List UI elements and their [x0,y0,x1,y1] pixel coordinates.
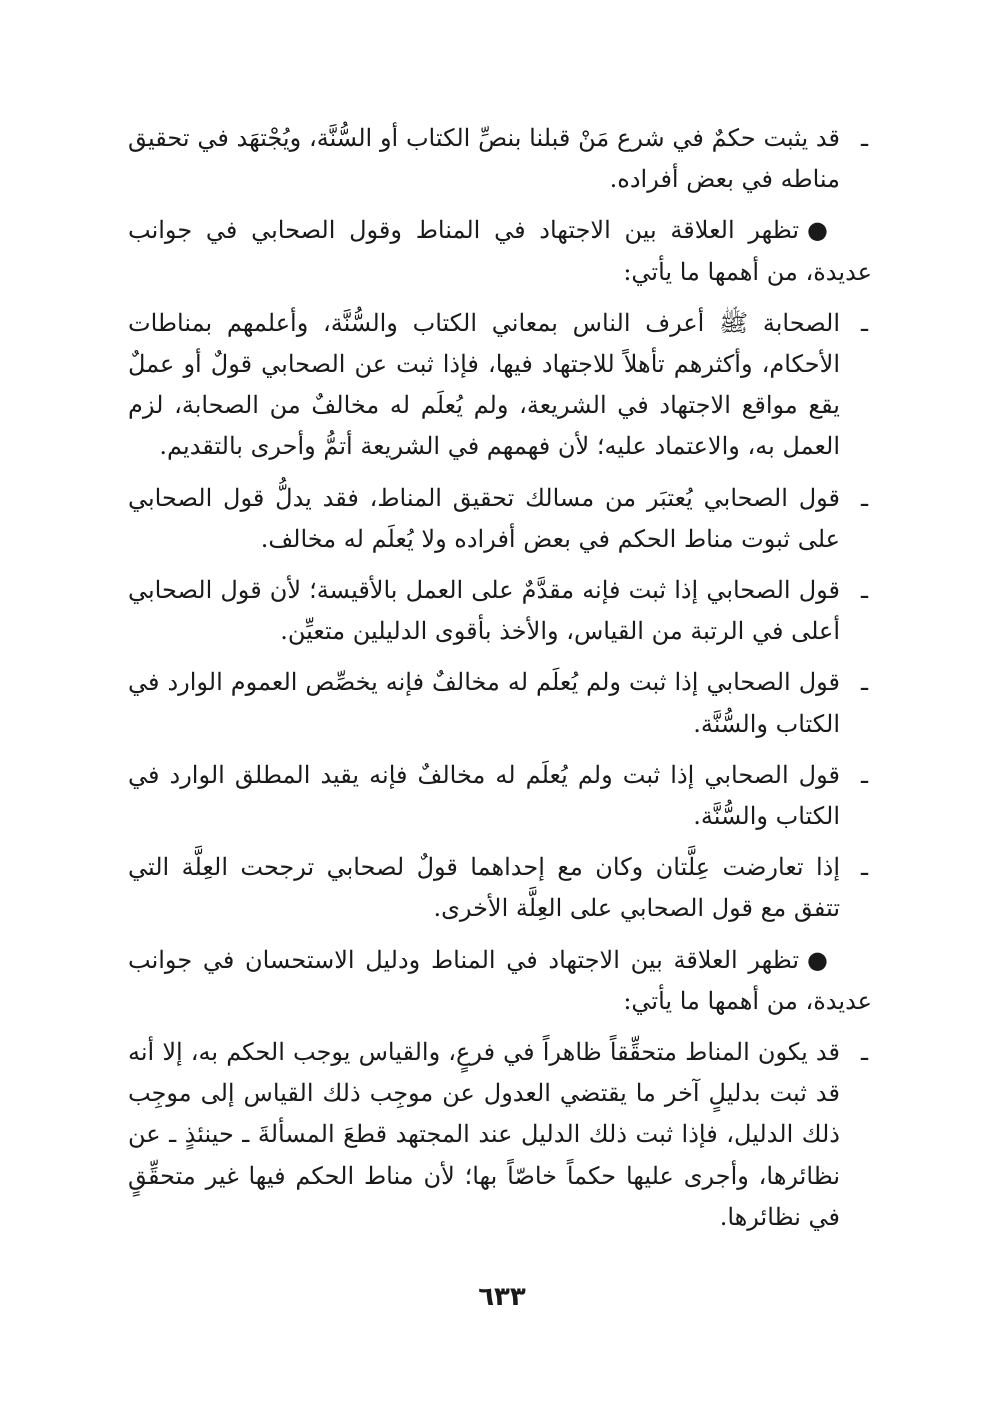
list-item-text: الصحابة ﷺ أعرف الناس بمعاني الكتاب والسُّنَّة، وأعلمهم بمناطات الأحكام، وأكثرهم تأهلاً للاجتهاد فيها، فإذا ثبت عن الصحابي قولٌ أو عملٌ يقع مواقع الاجتهاد في الشريعة، ولم يُعلَم له مخالفٌ من الصحابة، لزم العمل به، والاعتماد عليه؛ لأن فهمهم في الشريعة أتمُّ وأحرى بالتقديم. [128,308,841,461]
page-number: ٦٣٣ [478,1282,526,1312]
page-body [128,118,872,1248]
list-item-text: إذا تعارضت عِلَّتان وكان مع إحداهما قولٌ لصحابي ترجحت العِلَّة التي تتفق مع قول الصحابي على العِلَّة الأخرى. [128,853,840,923]
list-item [128,755,872,837]
bullet-dot-icon: ● [807,216,828,245]
bullet-paragraph-text: تظهر العلاقة بين الاجتهاد في المناط وقول الصحابي في جوانب عديدة، من أهمها ما يأتي: [128,216,872,286]
list-item-text: قول الصحابي إذا ثبت ولم يُعلَم له مخالفٌ فإنه يقيد المطلق الوارد في الكتاب والسُّنَّة. [128,760,840,831]
bullet-paragraph [128,940,872,1022]
bullet-paragraph-text: تظهر العلاقة بين الاجتهاد في المناط ودليل الاستحسان في جوانب عديدة، من أهمها ما يأتي: [128,945,872,1015]
dash-marker: ـ [860,124,868,152]
dash-marker: ـ [860,308,868,337]
dash-marker: ـ [860,483,868,512]
list-item-text: قد يثبت حكمٌ في شرع مَنْ قبلنا بنصِّ الكتاب أو السُّنَّة، ويُجْتهَد في تحقيق مناطه في بعض أفراده. [128,124,840,194]
list-item [128,118,872,200]
list-item-text: قول الصحابي إذا ثبت فإنه مقدَّمٌ على العمل بالأقيسة؛ لأن قول الصحابي أعلى في الرتبة من القياس، والأخذ بأقوى الدليلين متعيِّن. [128,576,840,646]
bullet-dot-icon: ● [807,945,828,974]
list-item-text: قول الصحابي إذا ثبت ولم يُعلَم له مخالفٌ فإنه يخصِّص العموم الوارد في الكتاب والسُّنَّة. [128,668,840,738]
list-item-text: قد يكون المناط متحقِّقاً ظاهراً في فرعٍ، والقياس يوجب الحكم به، إلا أنه قد ثبت بدليلٍ آخر ما يقتضي العدول عن موجِب ذلك القياس إلى موجِب ذلك الدليل، فإذا ثبت ذلك الدليل عند المجتهد قطعَ المسألةَ ـ حينئذٍ ـ عن نظائرها، وأجرى عليها حكماً خاصّاً بها؛ لأن مناط الحكم فيها غير متحقِّقٍ في نظائرها. [128,1038,840,1231]
dash-marker: ـ [860,760,868,789]
list-item [128,1032,872,1238]
dash-marker: ـ [860,668,868,697]
list-item [128,662,872,744]
list-item [128,570,872,652]
dash-marker: ـ [860,1038,868,1067]
dash-marker: ـ [860,576,868,605]
list-item-text: قول الصحابي يُعتبَر من مسالك تحقيق المناط، فقد يدلُّ قول الصحابي على ثبوت مناط الحكم في بعض أفراده ولا يُعلَم له مخالف. [128,483,840,553]
list-item [128,303,872,468]
dash-marker: ـ [860,853,868,882]
list-item [128,478,872,560]
bullet-paragraph [128,210,872,292]
list-item [128,847,872,929]
